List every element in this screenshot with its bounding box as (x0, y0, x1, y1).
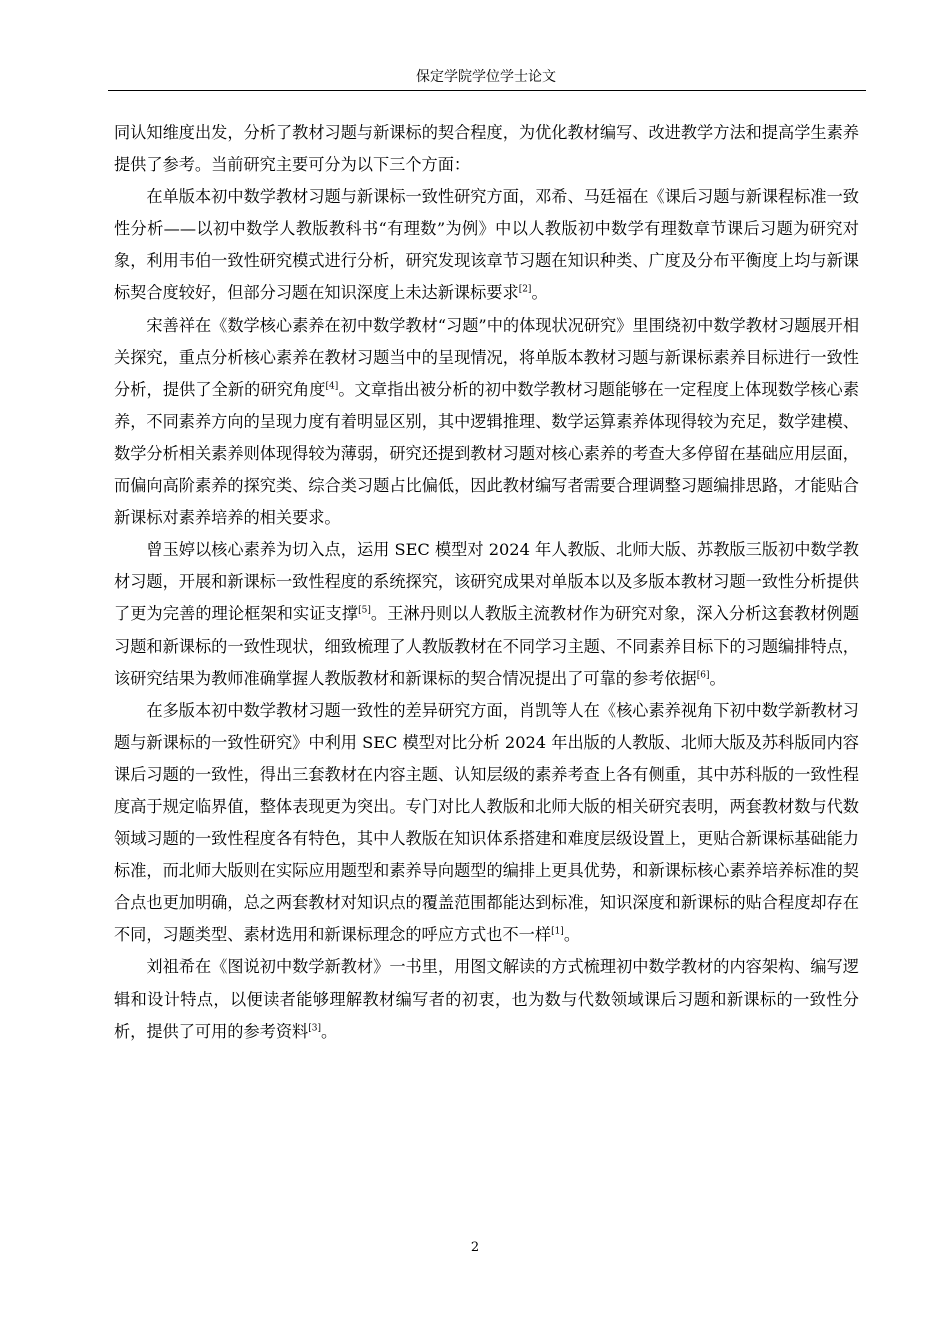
paragraph-1 (114, 117, 859, 181)
paragraph-tail: 。 (563, 925, 580, 945)
paragraph-text: 同认知维度出发，分析了教材习题与新课标的契合程度，为优化教材编写、改进教学方法和提高学生素养提供了参考。当前研究主要可分为以下三个方面： (114, 123, 859, 175)
citation-ref: [6] (696, 670, 710, 681)
paragraph-6 (114, 951, 859, 1047)
paragraph-tail: 。 (531, 283, 548, 303)
citation-ref: [2] (518, 285, 532, 296)
paragraph-tail: 。王淋丹则以人教版主流教材作为研究对象，深入分析这套教材例题习题和新课标的一致性现状，细致梳理了人教版教材在不同学习主题、不同素养目标下的习题编排特点，该研究结果为教师准确掌握人教版教材和新课标的契合情况提出了可靠的参考依据 (114, 604, 860, 688)
paragraph-3 (114, 310, 859, 535)
running-header: 保定学院学位学士论文 (416, 69, 556, 85)
paragraph-5 (114, 695, 859, 952)
header-divider (108, 90, 866, 91)
paragraph-text: 宋善祥在《数学核心素养在初中数学教材“习题”中的体现状况研究》里围绕初中数学教材习题展开相关探究，重点分析核心素养在教材习题当中的呈现情况，将单版本教材习题与新课标素养目标进行一致性分析，提供了全新的研究角度 (114, 315, 860, 399)
paragraph-text: 刘祖希在《图说初中数学新教材》一书里，用图文解读的方式梳理初中数学教材的内容架构、编写逻辑和设计特点，以便读者能够理解教材编写者的初衷，也为数与代数领域课后习题和新课标的一致性分析，提供了可用的参考资料 (114, 957, 859, 1041)
paragraph-2 (114, 181, 859, 309)
paragraph-text: 曾玉婷以核心素养为切入点，运用 SEC 模型对 2024 年人教版、北师大版、苏教版三版初中数学教材习题，开展和新课标一致性程度的系统探究，该研究成果对单版本以及多版本教材习题一致性分析提供了更为完善的理论框架和实证支撑 (114, 540, 859, 624)
citation-ref: [5] (358, 606, 371, 617)
paragraph-tail: 。 (709, 668, 726, 688)
paragraph-text: 在单版本初中数学教材习题与新课标一致性研究方面，邓希、马廷福在《课后习题与新课程标准一致性分析——以初中数学人教版教科书“有理数”为例》中以人教版初中数学有理数章节课后习题为研究对象，利用韦伯一致性研究模式进行分析，研究发现该章节习题在知识种类、广度及分布平衡度上均与新课标契合度较好，但部分习题在知识深度上未达新课标要求 (114, 187, 859, 303)
citation-ref: [1] (551, 926, 564, 937)
body-text (114, 117, 859, 1048)
citation-ref: [4] (325, 381, 339, 392)
paragraph-tail: 。文章指出被分析的初中数学教材习题能够在一定程度上体现数学核心素养，不同素养方向的呈现力度有着明显区别，其中逻辑推理、数学运算素养体现得较为充足，数学建模、数学分析相关素养则体现得较为薄弱，研究还提到教材习题对核心素养的考查大多停留在基础应用层面，而偏向高阶素养的探究类、综合类习题占比偏低，因此教材编写者需要合理调整习题编排思路，才能贴合新课标对素养培养的相关要求。 (114, 379, 860, 528)
paragraph-4 (114, 534, 859, 694)
citation-ref: [3] (308, 1023, 321, 1034)
paragraph-text: 在多版本初中数学教材习题一致性的差异研究方面，肖凯等人在《核心素养视角下初中数学新教材习题与新课标的一致性研究》中利用 SEC 模型对比分析 2024 年出版的人教版、北师大版及苏科版同内容课后习题的一致性，得出三套教材在内容主题、认知层级的素养考查上各有侧重，其中苏科版的一致性程度高于规定临界值，整体表现更为突出。专门对比人教版和北师大版的相关研究表明，两套教材数与代数领域习题的一致性程度各有特色，其中人教版在知识体系搭建和难度层级设置上，更贴合新课标基础能力标准，而北师大版则在实际应用题型和素养导向题型的编排上更具优势，和新课标核心素养培养标准的契合点也更加明确，总之两套教材对知识点的覆盖范围都能达到标准，知识深度和新课标的贴合程度却存在不同，习题类型、素材选用和新课标理念的呼应方式也不一样 (114, 700, 859, 945)
paragraph-tail: 。 (321, 1021, 338, 1041)
page-number: 2 (470, 1240, 480, 1255)
